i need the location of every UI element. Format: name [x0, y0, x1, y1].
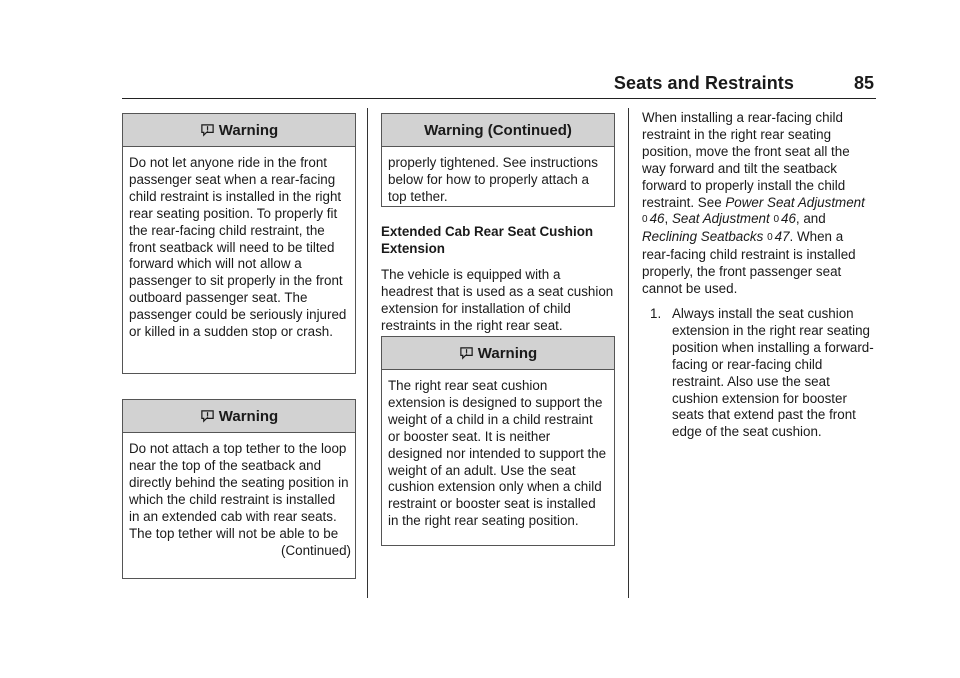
warning-header — [123, 400, 355, 433]
column-3-text — [642, 110, 874, 441]
warning-header — [382, 337, 614, 370]
ref-page-3[interactable]: 47 — [774, 229, 790, 245]
warning-speech-icon — [200, 123, 215, 138]
warning-speech-icon — [459, 346, 474, 361]
section-title: Seats and Restraints — [613, 73, 794, 93]
intro-text: When installing a rear-facing child restraint in the right rear seating position, move the front seat all the way forward and tilt the seatback forward to properly install the child restraint. See — [642, 110, 850, 210]
warning-body: properly tightened. See instructions below for how to properly attach a top tether. — [388, 155, 598, 204]
warning-body: The right rear seat cushion extension is designed to support the weight of a child in a child restraint or booster seat. It is neither designed nor intended to support the weight of an adult. Use the seat cushion extension only when a child restraint or booster seat is installed in the right rear seating position. — [388, 378, 607, 529]
warning-body: Do not let anyone ride in the front passenger seat when a rear-facing child restraint is installed in the right rear seating position. To properly fit the rear-facing child restraint, the front seatback will need to be tilted forward which will not allow a passenger to sit properly in the front outboard passenger seat. The passenger could be seriously injured or killed in a sudden stop or crash. — [129, 155, 347, 340]
ref-page-1[interactable]: 46 — [649, 211, 665, 227]
column-divider-1 — [367, 108, 368, 598]
page-ref-icon: 0 — [642, 214, 648, 226]
header-rule — [122, 98, 876, 99]
column-divider-2 — [628, 108, 629, 598]
ref-link-power-seat[interactable]: Power Seat Adjustment — [725, 194, 865, 210]
page-number: 85 — [853, 73, 874, 93]
warning-box-continued — [381, 113, 615, 207]
step-number: 1. — [650, 305, 662, 321]
separator: , — [664, 211, 669, 227]
sentence-2: When a rear-facing child restraint is installed properly, the front passenger seat cannot be used. — [642, 229, 856, 297]
warning-title: Warning — [477, 344, 538, 362]
step-text: Always install the seat cushion extension in the right rear seating position when installing a forward-facing or rear-facing child restraint. Also use the seat cushion extension for booster seats that extend past the front edge of the seat cushion. — [672, 305, 874, 440]
warning-title: Warning (Continued) — [424, 121, 572, 139]
warning-box-1 — [122, 113, 356, 374]
warning-header — [123, 114, 355, 147]
page-ref-icon: 0 — [767, 232, 773, 244]
warning-speech-icon — [200, 409, 215, 424]
section-heading: Extended Cab Rear Seat Cushion Extension — [381, 224, 594, 256]
ref-page-2[interactable]: 46 — [781, 211, 796, 227]
intro-paragraph — [642, 110, 874, 298]
end-period: . — [789, 229, 794, 245]
section-block — [381, 224, 615, 334]
warning-header — [382, 114, 614, 147]
page-ref-icon: 0 — [773, 214, 779, 226]
ref-link-reclining-seatbacks[interactable]: Reclining Seatbacks — [642, 229, 764, 245]
warning-box-4 — [381, 336, 615, 546]
list-item — [642, 306, 874, 441]
and-text: , and — [795, 211, 826, 227]
warning-title: Warning — [218, 407, 279, 425]
continued-label: (Continued) — [281, 543, 351, 559]
warning-box-2 — [122, 399, 356, 579]
warning-title: Warning — [218, 121, 279, 139]
ref-link-seat-adjustment[interactable]: Seat Adjustment — [671, 211, 770, 227]
section-paragraph: The vehicle is equipped with a headrest that is used as a seat cushion extension for installation of child restraints in the right rear seat. — [381, 266, 614, 333]
warning-body: Do not attach a top tether to the loop near the top of the seatback and directly behind the seating position in which the child restraint is installed in an extended cab with rear seats. The top tether will not be able to be — [129, 441, 349, 541]
